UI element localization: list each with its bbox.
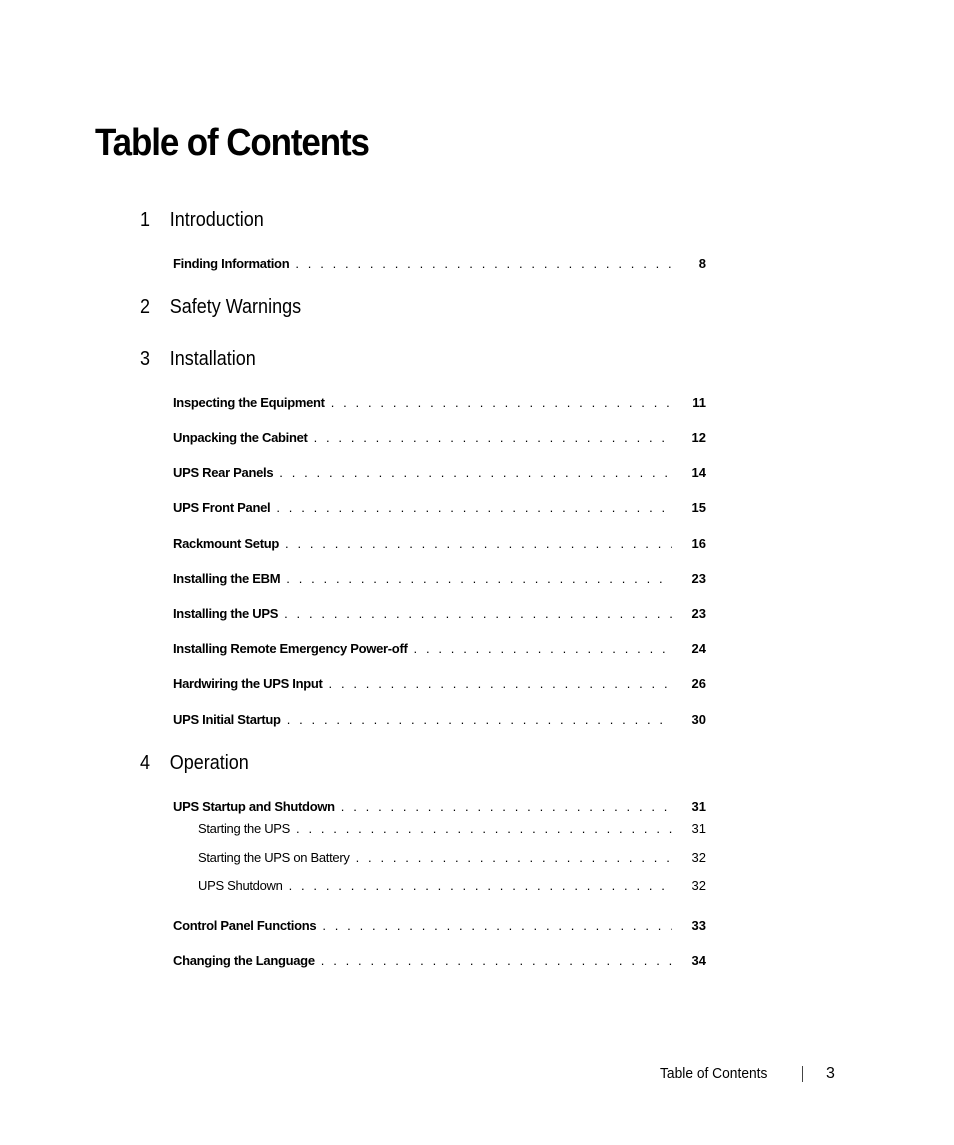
toc-entry-page: 23 bbox=[691, 606, 706, 621]
toc-subentry[interactable] bbox=[198, 876, 706, 896]
chapter-number: 2 bbox=[140, 296, 151, 318]
page-footer bbox=[660, 1062, 835, 1086]
toc-entry-page: 16 bbox=[691, 536, 706, 551]
toc-entry-title: Installing Remote Emergency Power-off bbox=[173, 641, 408, 656]
toc-entry-page: 32 bbox=[691, 878, 706, 893]
toc-entry-title: Changing the Language bbox=[173, 953, 315, 968]
toc-entry[interactable] bbox=[173, 393, 706, 413]
dot-leader bbox=[296, 819, 672, 839]
toc-entry[interactable] bbox=[173, 639, 706, 659]
toc-entry-title: Hardwiring the UPS Input bbox=[173, 676, 323, 691]
toc-entry-page: 31 bbox=[691, 799, 706, 814]
chapter-number: 1 bbox=[140, 209, 151, 231]
toc-entry[interactable] bbox=[173, 254, 706, 274]
dot-leader bbox=[276, 498, 672, 518]
dot-leader bbox=[341, 797, 672, 817]
toc-subentry[interactable] bbox=[198, 819, 706, 839]
dot-leader bbox=[414, 639, 672, 659]
chapter-title: Installation bbox=[169, 348, 256, 370]
chapter-title: Safety Warnings bbox=[169, 296, 302, 318]
toc-entry-title: Starting the UPS bbox=[198, 821, 291, 836]
toc-entry[interactable] bbox=[173, 463, 706, 483]
toc-entry-page: 14 bbox=[691, 465, 706, 480]
toc-entry[interactable] bbox=[173, 710, 706, 730]
toc-entry[interactable] bbox=[173, 534, 706, 554]
footer-divider bbox=[802, 1066, 803, 1082]
dot-leader bbox=[356, 848, 672, 868]
toc-entry[interactable] bbox=[173, 428, 706, 448]
footer-section-title: Table of Contents bbox=[660, 1065, 768, 1082]
toc-entry-page: 33 bbox=[691, 918, 706, 933]
toc-entry-title: Control Panel Functions bbox=[173, 918, 317, 933]
chapter-heading-safety-warnings bbox=[140, 293, 301, 321]
chapter-title: Introduction bbox=[169, 209, 264, 231]
toc-entry-page: 15 bbox=[691, 500, 706, 515]
page-title: Table of Contents bbox=[95, 122, 369, 164]
toc-entry-title: Finding Information bbox=[173, 256, 290, 271]
toc-entry-page: 34 bbox=[691, 953, 706, 968]
toc-entry-title: Starting the UPS on Battery bbox=[198, 850, 350, 865]
toc-entry-page: 31 bbox=[691, 821, 706, 836]
chapter-heading-operation bbox=[140, 749, 249, 777]
toc-entry[interactable] bbox=[173, 916, 706, 936]
toc-entry-title: UPS Startup and Shutdown bbox=[173, 799, 335, 814]
dot-leader bbox=[289, 876, 672, 896]
dot-leader bbox=[331, 393, 672, 413]
dot-leader bbox=[322, 916, 672, 936]
toc-entry-page: 11 bbox=[692, 395, 706, 410]
toc-entry[interactable] bbox=[173, 604, 706, 624]
toc-entry-title: UPS Front Panel bbox=[173, 500, 271, 515]
chapter-title: Operation bbox=[169, 752, 249, 774]
chapter-number: 3 bbox=[140, 348, 151, 370]
dot-leader bbox=[285, 534, 672, 554]
toc-subentry[interactable] bbox=[198, 848, 706, 868]
chapter-number: 4 bbox=[140, 752, 151, 774]
dot-leader bbox=[295, 254, 672, 274]
toc-entry-title: UPS Rear Panels bbox=[173, 465, 274, 480]
toc-entry[interactable] bbox=[173, 951, 706, 971]
toc-entry-title: Rackmount Setup bbox=[173, 536, 280, 551]
chapter-heading-introduction bbox=[140, 206, 264, 234]
toc-entry-title: UPS Initial Startup bbox=[173, 712, 281, 727]
toc-entry-page: 23 bbox=[691, 571, 706, 586]
toc-entry-title: Installing the EBM bbox=[173, 571, 281, 586]
toc-entry-page: 32 bbox=[691, 850, 706, 865]
toc-entry-title: UPS Shutdown bbox=[198, 878, 283, 893]
dot-leader bbox=[314, 428, 672, 448]
toc-entry-page: 8 bbox=[698, 256, 706, 271]
dot-leader bbox=[279, 463, 672, 483]
toc-entry[interactable] bbox=[173, 674, 706, 694]
dot-leader bbox=[329, 674, 672, 694]
toc-entry-page: 26 bbox=[691, 676, 706, 691]
toc-entry-title: Installing the UPS bbox=[173, 606, 279, 621]
toc-entry-page: 12 bbox=[691, 430, 706, 445]
toc-entry[interactable] bbox=[173, 797, 706, 817]
dot-leader bbox=[321, 951, 672, 971]
toc-entry-page: 30 bbox=[691, 712, 706, 727]
toc-entry[interactable] bbox=[173, 498, 706, 518]
dot-leader bbox=[287, 710, 672, 730]
dot-leader bbox=[284, 604, 672, 624]
chapter-heading-installation bbox=[140, 345, 256, 373]
dot-leader bbox=[286, 569, 672, 589]
toc-entry-title: Inspecting the Equipment bbox=[173, 395, 325, 410]
toc-entry[interactable] bbox=[173, 569, 706, 589]
toc-entry-title: Unpacking the Cabinet bbox=[173, 430, 308, 445]
toc-entry-page: 24 bbox=[691, 641, 706, 656]
footer-page-number: 3 bbox=[826, 1065, 835, 1082]
